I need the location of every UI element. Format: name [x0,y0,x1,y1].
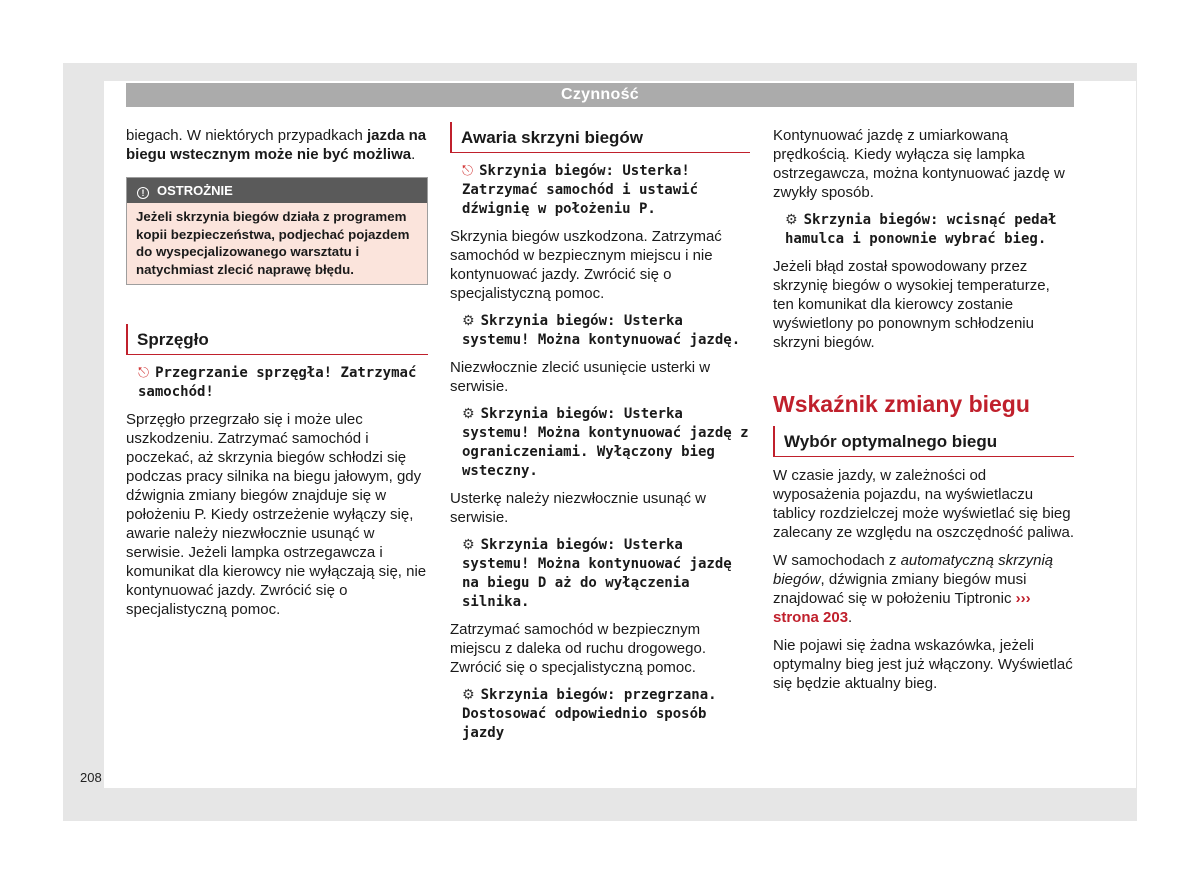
paragraph: Nie pojawi się żadna wskazówka, jeżeli optymalny bieg jest już włączony. Wyświetlać się będzie aktualny bieg. [773,637,1073,692]
paragraph: Niezwłocznie zlecić usunięcie usterki w serwisie. [450,359,711,395]
page-reference-link[interactable]: ››› strona 203 [773,590,1031,626]
caution-icon: ! [137,187,149,199]
warning-message: ⚙ Skrzynia biegów: Usterka systemu! Można kontynuować jazdę na biegu D aż do wyłączenia silnika. [462,537,732,610]
grey-warning-icon: ⚙ [785,212,798,228]
paragraph: Jeżeli błąd został spowodowany przez skrzynię biegów o wysokiej temperaturze, ten komunikat dla kierowcy zostanie wyświetlony po ponownym schłodzeniu skrzyni biegów. [773,258,1050,351]
warning-message: ⚙ Skrzynia biegów: Usterka systemu! Można kontynuować jazdę. [462,313,741,348]
grey-warning-icon: ⚙ [462,406,475,422]
column-left [126,126,428,628]
caution-header [127,178,427,203]
caution-title: OSTROŻNIE [157,183,233,198]
paragraph: W czasie jazdy, w zależności od wyposażenia pojazdu, na wyświetlaczu tablicy rozdzielczej może wyświetlać się bieg zalecany ze względu na oszczędność paliwa. [773,467,1075,541]
section-heading: Awaria skrzyni biegów [450,122,750,153]
warning-message: ⚙ Skrzynia biegów: wcisnąć pedał hamulca i ponownie wybrać bieg. [785,212,1057,247]
paragraph: Usterkę należy niezwłocznie usunąć w serwisie. [450,490,706,526]
warning-message: ⎋ Skrzynia biegów: Usterka! Zatrzymać samochód i ustawić dźwignię w położeniu P. [462,163,699,217]
grey-warning-icon: ⚙ [462,313,475,329]
paragraph: Skrzynia biegów uszkodzona. Zatrzymać samochód w bezpiecznym miejscu i nie kontynuować jazdy. Zwrócić się o specjalistyczną pomoc. [450,228,722,302]
paragraph: biegach. W niektórych przypadkach jazda na biegu wstecznym może nie być możliwa. [126,127,427,163]
chapter-title: Wskaźnik zmiany biegu [773,391,1030,417]
caution-text: Jeżeli skrzynia biegów działa z programem kopii bezpieczeństwa, podjechać pojazdem do wyspecjalizowanego warsztatu i natychmiast zlecić naprawę błędu. [136,209,410,277]
column-middle [450,126,750,751]
paragraph: Kontynuować jazdę z umiarkowaną prędkością. Kiedy wyłącza się lampka ostrzegawcza, można kontynuować jazdę w zwykły sposób. [773,127,1065,201]
warning-message: ⚙ Skrzynia biegów: przegrzana. Dostosować odpowiednio sposób jazdy [462,687,717,741]
red-warning-icon: ⎋ [462,163,474,179]
grey-warning-icon: ⚙ [462,537,475,553]
grey-warning-icon: ⚙ [462,687,475,703]
warning-message: ⚙ Skrzynia biegów: Usterka systemu! Można kontynuować jazdę z ograniczeniami. Wyłączony bieg wsteczny. [462,406,749,479]
paragraph: W samochodach z automatyczną skrzynią biegów, dźwignia zmiany biegów musi znajdować się w położeniu Tiptronic ››› strona 203. [773,552,1054,626]
red-warning-icon: ⎋ [138,365,150,381]
warning-message: ⎋ Przegrzanie sprzęgła! Zatrzymać samochód! [138,365,417,400]
paragraph: Sprzęgło przegrzało się i może ulec uszkodzeniu. Zatrzymać samochód i poczekać, aż skrzynia biegów schłodzi się podczas pracy silnika na biegu jałowym, gdy dźwignia zmiany biegów znajduje się w położeniu P. Kiedy ostrzeżenie wyłączy się, awarie należy niezwłocznie usunąć w serwisie. Jeżeli lampka ostrzegawcza i komunikat dla kierowcy nie wyłączają się, nie kontynuować jazdy. Zwrócić się o specjalistyczną pomoc. [126,411,427,618]
column-right [773,126,1074,702]
paragraph: Zatrzymać samochód w bezpiecznym miejscu z daleka od ruchu drogowego. Zwrócić się o specjalistyczną pomoc. [450,621,706,676]
page-number: 208 [80,770,102,785]
caution-box [126,177,428,285]
section-heading: Wybór optymalnego biegu [773,426,1074,457]
section-header: Czynność [126,83,1074,107]
section-heading: Sprzęgło [126,324,428,355]
